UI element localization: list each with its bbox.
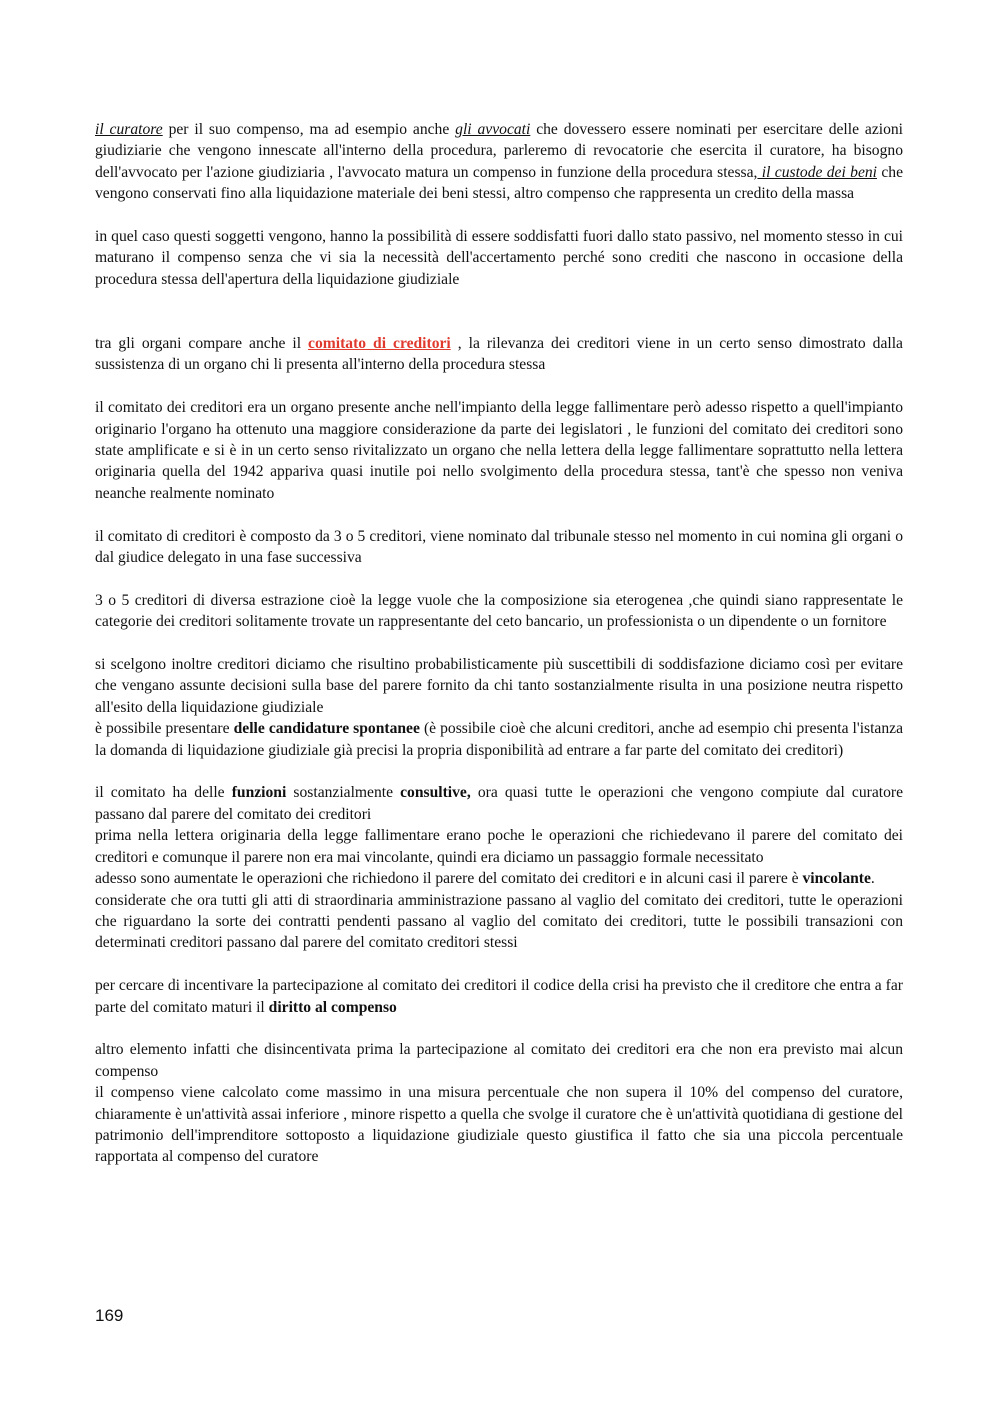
text-run: , la rilevanza dei creditori viene in un certo senso dimostrato dalla sussistenza di un organo chi li presenta all'interno della procedura stessa bbox=[95, 335, 903, 374]
paragraph-p11 bbox=[95, 868, 903, 889]
text-run: si scelgono inoltre creditori diciamo che risultino probabilisticamente più suscettibili di soddisfazione diciamo così per evitare che vengano assunte decisioni sulla base del parere fornito da chi tanto sostanzialmente risulta in una posizione neutra rispetto all'esito della liquidazione giudiziale bbox=[95, 656, 903, 716]
text-run: il compenso viene calcolato come massimo in una misura percentuale che non supera il 10% del compenso del curatore, chiaramente è un'attività assai inferiore , minore rispetto a quella che svolge il curatore che è un'attività quotidiana di gestione del patrimonio dell'imprenditore sottoposto a liquidazione giudiziale questo giustifica il fatto che sia una piccola percentuale rapportata al compenso del curatore bbox=[95, 1084, 903, 1166]
paragraph-p7 bbox=[95, 654, 903, 718]
text-run: tra gli organi compare anche il bbox=[95, 335, 309, 353]
text-run: altro elemento infatti che disincentivata prima la partecipazione al comitato dei creditori era che non era previsto mai alcun compenso bbox=[95, 1041, 903, 1080]
paragraph-p3 bbox=[95, 333, 903, 376]
paragraph-spacer bbox=[95, 1018, 903, 1039]
emphasis-text: gli avvocati bbox=[455, 121, 531, 138]
paragraph-p1 bbox=[95, 119, 903, 205]
paragraph-spacer bbox=[95, 376, 903, 397]
emphasis-text: delle candidature spontanee bbox=[233, 720, 420, 738]
text-run: sostanzialmente bbox=[286, 784, 401, 802]
paragraph-spacer bbox=[95, 568, 903, 589]
text-run: 3 o 5 creditori di diversa estrazione cioè la legge vuole che la composizione sia eterogenea ,che quindi siano rappresentate le categorie dei creditori solitamente trovate un rappresentante del ceto bancario, un professionista o un dipendente o un fornitore bbox=[95, 591, 903, 631]
paragraph-p9 bbox=[95, 782, 903, 825]
emphasis-text: consultive, bbox=[400, 784, 471, 802]
text-run: che dovessero essere nominati per esercitare delle azioni giudiziarie che vengono innescate all'interno della procedura, parleremo di revocatorie che esercita il curatore, ha bisogno dell'avvocato per l'azione giudiziaria , l'avvocato matura un compenso in funzione della procedura stessa, bbox=[95, 121, 904, 181]
paragraph-p12 bbox=[95, 890, 903, 954]
text-run: ora quasi tutte le operazioni che vengono compiute dal curatore passano dal parere del comitato dei creditori bbox=[95, 784, 903, 823]
emphasis-text: comitato di creditori bbox=[308, 335, 451, 353]
text-run: in quel caso questi soggetti vengono, hanno la possibilità di essere soddisfatti fuori dallo stato passivo, nel momento stesso in cui maturano il compenso senza che vi sia la necessità dell'accertamento perché sono crediti che nascono in occasione della procedura stessa dell'apertura della liquidazione giudiziale bbox=[95, 228, 903, 288]
paragraph-p6 bbox=[95, 590, 903, 633]
paragraph-p5 bbox=[95, 526, 903, 569]
emphasis-text: il custode dei beni bbox=[757, 163, 877, 181]
paragraph-p8 bbox=[95, 718, 903, 761]
text-run: (è possibile cioè che alcuni creditori, anche ad esempio chi presenta l'istanza la domanda di liquidazione giudiziale già precisi la propria disponibilità ad entrare a far parte del comitato dei creditori) bbox=[95, 720, 903, 759]
paragraph-spacer bbox=[95, 290, 903, 333]
text-run: per cercare di incentivare la partecipazione al comitato dei creditori il codice della crisi ha previsto che il creditore che entra a far parte del comitato maturi il bbox=[95, 977, 903, 1016]
paragraph-p13 bbox=[95, 975, 903, 1018]
text-run: adesso sono aumentate le operazioni che richiedono il parere del comitato dei creditori e in alcuni casi il parere è bbox=[95, 870, 803, 888]
emphasis-text: diritto al compenso bbox=[268, 998, 397, 1016]
paragraph-spacer bbox=[95, 633, 903, 654]
text-run: è possibile presentare bbox=[95, 720, 234, 738]
emphasis-text: vincolante bbox=[802, 870, 871, 888]
emphasis-text: il curatore bbox=[95, 121, 163, 138]
paragraph-spacer bbox=[95, 504, 903, 525]
page-number: 169 bbox=[95, 1306, 124, 1325]
text-run: per il suo compenso, ma ad esempio anche bbox=[162, 121, 456, 138]
paragraph-p10 bbox=[95, 825, 903, 868]
paragraph-spacer bbox=[95, 761, 903, 782]
paragraph-p2 bbox=[95, 226, 903, 290]
text-run: il comitato ha delle bbox=[95, 784, 232, 802]
text-run: considerate che ora tutti gli atti di straordinaria amministrazione passano al vaglio del comitato dei creditori, tutte le operazioni che riguardano la sorte dei contratti pendenti passano al vaglio del comitato dei creditori, tutte le possibili transazioni con determinati creditori passano dal parere del comitato creditori stessi bbox=[95, 891, 903, 952]
paragraph-p4 bbox=[95, 397, 903, 504]
paragraph-spacer bbox=[95, 954, 903, 975]
text-run: che vengono conservati fino alla liquidazione materiale dei beni stessi, altro compenso che rappresenta un credito della massa bbox=[95, 163, 903, 203]
emphasis-text: funzioni bbox=[231, 784, 287, 802]
paragraph-spacer bbox=[95, 205, 903, 226]
paragraph-p15 bbox=[95, 1082, 903, 1168]
page-body bbox=[95, 119, 903, 1168]
paragraph-p14 bbox=[95, 1039, 903, 1082]
text-run: prima nella lettera originaria della legge fallimentare erano poche le operazioni che richiedevano il parere del comitato dei creditori e comunque il parere non era mai vincolante, quindi era diciamo un passaggio formale necessitato bbox=[95, 827, 903, 866]
text-run: il comitato di creditori è composto da 3 o 5 creditori, viene nominato dal tribunale stesso nel momento in cui nomina gli organi o dal giudice delegato in una fase successiva bbox=[95, 527, 903, 567]
text-run: il comitato dei creditori era un organo presente anche nell'impianto della legge fallimentare però adesso rispetto a quell'impianto originario l'organo ha ottenuto una maggiore considerazione da parte dei legislatori , le funzioni del comitato dei creditori sono state amplificate e si è in un certo senso rivitalizzato un organo che nella lettera della legge fallimentare soprattutto nella lettera originaria quella del 1942 appariva quasi inutile poi nello svolgimento della procedura stessa, tant'è che spesso non veniva neanche realmente nominato bbox=[95, 399, 903, 502]
text-run: . bbox=[870, 870, 875, 888]
